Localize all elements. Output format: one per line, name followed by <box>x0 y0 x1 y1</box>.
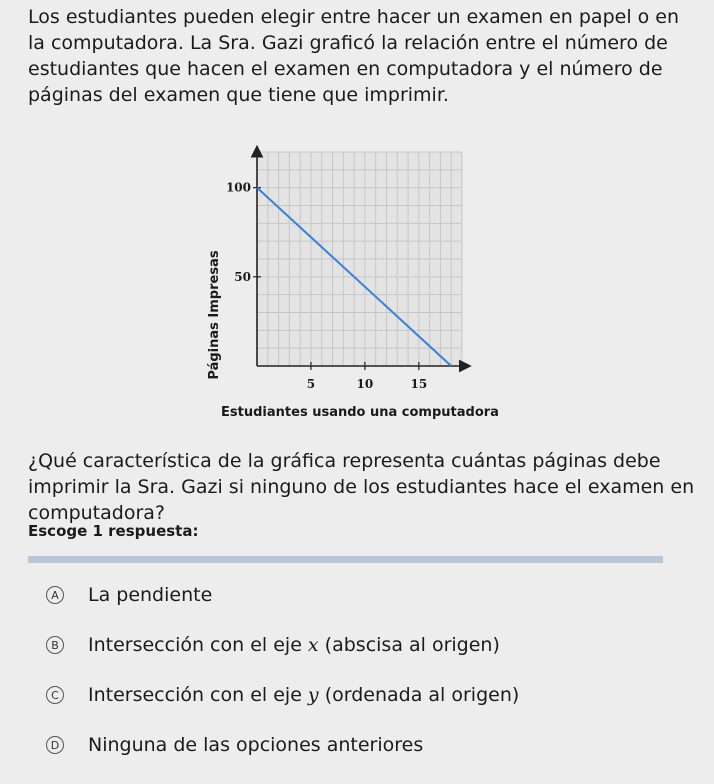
option-text-pre: Intersección con el eje <box>88 634 308 656</box>
x-axis-label: Estudiantes usando una computadora <box>221 405 499 420</box>
graph <box>200 140 520 430</box>
y-axis-label: Páginas Impresas <box>207 250 222 380</box>
question-text: ¿Qué característica de la gráfica representa cuántas páginas debe imprimir la Sra. Gazi si ninguno de los estudiantes hace el examen en computadora? <box>28 450 695 524</box>
line-chart <box>200 140 520 430</box>
divider <box>28 556 663 563</box>
option-letter-badge: A <box>46 586 64 604</box>
option-b[interactable] <box>44 620 664 670</box>
x-tick-label: 10 <box>356 377 374 391</box>
option-letter-badge: B <box>46 636 64 654</box>
option-text <box>88 684 519 706</box>
y-tick-label: 50 <box>234 269 251 284</box>
option-a[interactable] <box>44 570 664 620</box>
math-variable: y <box>307 684 319 706</box>
option-text-post: (ordenada al origen) <box>318 684 520 706</box>
math-variable: x <box>307 634 319 656</box>
grid <box>257 152 462 366</box>
option-c[interactable] <box>44 670 664 720</box>
option-text-post: (abscisa al origen) <box>318 634 500 656</box>
option-letter-badge: C <box>46 686 64 704</box>
option-text: La pendiente <box>88 584 213 606</box>
y-tick-label: 100 <box>225 180 251 195</box>
option-d[interactable] <box>44 720 664 770</box>
option-letter-badge: D <box>46 736 64 754</box>
answer-prompt: Escoge 1 respuesta: <box>28 522 199 540</box>
x-tick-label: 15 <box>410 377 428 391</box>
option-text: Ninguna de las opciones anteriores <box>88 734 424 756</box>
answer-options <box>44 570 664 770</box>
problem-intro: Los estudiantes pueden elegir entre hacer un examen en papel o en la computadora. La Sra. Gazi graficó la relación entre el número de estudiantes que hacen el examen en computadora y el número de páginas del examen que tiene que imprimir. <box>28 6 680 106</box>
option-text-pre: Intersección con el eje <box>88 684 308 706</box>
x-tick-label: 5 <box>306 377 316 391</box>
option-text <box>88 634 500 656</box>
